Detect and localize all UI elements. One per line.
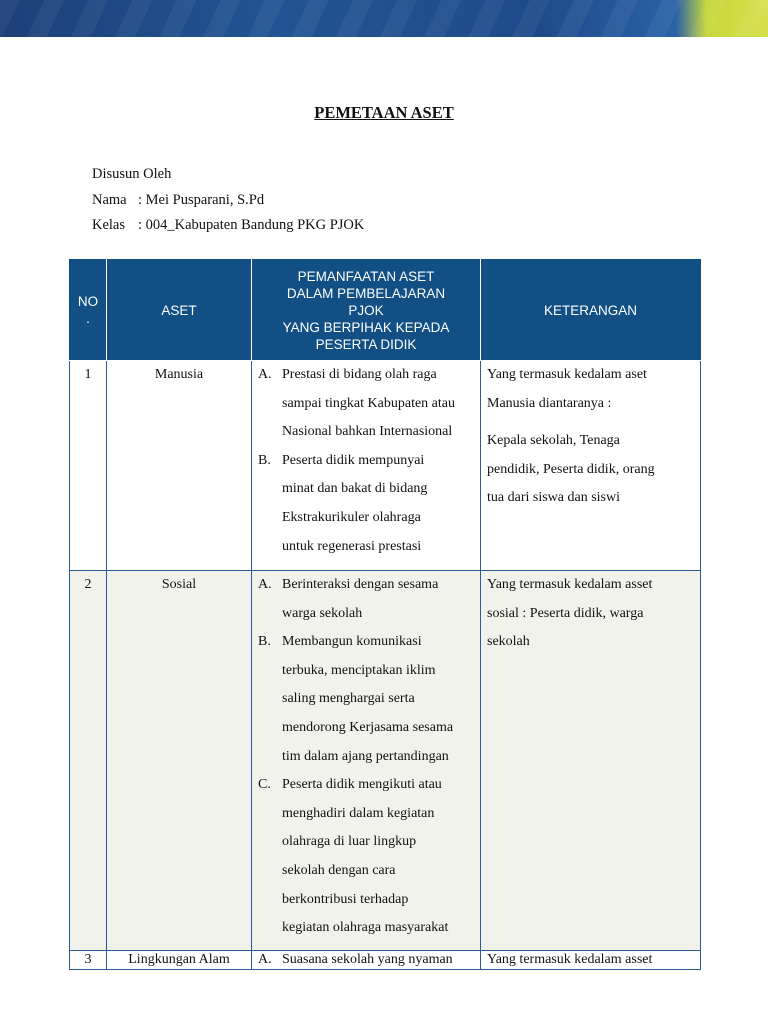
table-header-row (70, 260, 701, 361)
list-marker: A. (258, 952, 272, 967)
cell-aset: Manusia (107, 361, 252, 571)
list-marker: B. (258, 452, 271, 468)
cell-no: 3 (70, 951, 107, 970)
class-label: Kelas (92, 217, 126, 233)
text-line: Peserta didik mengikuti atau (282, 777, 442, 793)
text-line: minat dan bakat di bidang (282, 481, 428, 497)
text-line: Manusia diantaranya : (487, 395, 612, 411)
header-no-line: NO (77, 294, 99, 309)
list-item (252, 447, 480, 561)
banner-pattern (0, 0, 768, 37)
document-title: PEMETAAN ASET (314, 103, 454, 122)
table-row (70, 571, 701, 951)
header-keterangan: KETERANGAN (481, 260, 701, 361)
name-label: Nama (92, 192, 127, 208)
list-marker: A. (258, 577, 272, 592)
keterangan-paragraph (487, 571, 700, 657)
header-pemanfaatan-line: PEMANFAATAN ASET (297, 268, 435, 284)
list-item-text (282, 628, 480, 771)
cell-pemanfaatan (252, 361, 481, 571)
keterangan-paragraph (487, 361, 700, 418)
list-item (252, 571, 480, 628)
usage-list (252, 361, 480, 561)
header-aset: ASET (107, 260, 252, 361)
list-item (252, 771, 480, 943)
keterangan-paragraph (487, 951, 700, 969)
list-item-text (282, 951, 480, 969)
cell-aset: Sosial (107, 571, 252, 951)
text-line: mendorong Kerjasama sesama (282, 719, 454, 735)
author-class-line (92, 217, 364, 234)
list-marker: C. (258, 777, 271, 793)
cell-no: 1 (70, 361, 107, 571)
header-no-line: . (86, 311, 90, 326)
text-line: menghadiri dalam kegiatan (282, 805, 435, 821)
author-heading: Disusun Oleh (92, 166, 172, 182)
cell-no: 2 (70, 571, 107, 951)
header-banner (0, 0, 768, 37)
text-line: sosial : Peserta didik, warga (487, 605, 644, 621)
cell-aset: Lingkungan Alam (107, 951, 252, 970)
text-line: warga sekolah (282, 605, 363, 621)
header-pemanfaatan-line: PESERTA DIDIK (315, 336, 417, 352)
list-item-text (282, 571, 480, 628)
list-item-text (282, 771, 480, 943)
cell-keterangan (481, 951, 701, 970)
text-line: Membangun komunikasi (282, 634, 422, 650)
name-value: : Mei Pusparani, S.Pd (138, 192, 265, 208)
text-line: untuk regenerasi prestasi (282, 538, 422, 554)
author-name-line (92, 192, 264, 209)
text-line: Yang termasuk kedalam asset (487, 952, 653, 967)
asset-table (69, 259, 701, 970)
text-line: tua dari siswa dan siswi (487, 490, 620, 506)
text-line: Ekstrakurikuler olahraga (282, 509, 421, 525)
table-row (70, 951, 701, 970)
text-line: tim dalam ajang pertandingan (282, 748, 449, 764)
text-line: Berinteraksi dengan sesama (282, 577, 439, 592)
cell-pemanfaatan (252, 571, 481, 951)
cell-keterangan (481, 571, 701, 951)
cell-keterangan (481, 361, 701, 571)
text-line: Kepala sekolah, Tenaga (487, 433, 620, 449)
text-line: Peserta didik mempunyai (282, 452, 425, 468)
cell-pemanfaatan (252, 951, 481, 970)
text-line: Yang termasuk kedalam aset (487, 367, 647, 382)
header-no (70, 260, 107, 361)
text-line: Yang termasuk kedalam asset (487, 577, 653, 592)
text-line: kegiatan olahraga masyarakat (282, 920, 449, 936)
usage-list (252, 951, 480, 969)
text-line: olahraga di luar lingkup (282, 834, 417, 850)
list-item (252, 628, 480, 771)
usage-list (252, 571, 480, 943)
list-item-text (282, 447, 480, 561)
text-line: terbuka, menciptakan iklim (282, 662, 436, 678)
text-line: sampai tingkat Kabupaten atau (282, 395, 455, 411)
header-pemanfaatan-line: DALAM PEMBELAJARAN (286, 285, 446, 301)
header-pemanfaatan-line: PJOK (348, 302, 384, 318)
text-line: Nasional bahkan Internasional (282, 424, 453, 440)
list-item-text (282, 361, 480, 447)
list-item (252, 361, 480, 447)
table-row (70, 361, 701, 571)
list-marker: B. (258, 634, 271, 650)
text-line: pendidik, Peserta didik, orang (487, 461, 655, 477)
text-line: berkontribusi terhadap (282, 891, 409, 907)
list-item (252, 951, 480, 969)
keterangan-paragraph (487, 427, 700, 513)
header-pemanfaatan (252, 260, 481, 361)
list-marker: A. (258, 367, 272, 382)
header-pemanfaatan-line: YANG BERPIHAK KEPADA (282, 319, 450, 335)
text-line: saling menghargai serta (282, 691, 415, 707)
text-line: Prestasi di bidang olah raga (282, 367, 437, 382)
text-line: Suasana sekolah yang nyaman (282, 952, 453, 967)
text-line: sekolah (487, 634, 530, 650)
class-value: : 004_Kabupaten Bandung PKG PJOK (138, 217, 365, 233)
text-line: sekolah dengan cara (282, 862, 396, 878)
